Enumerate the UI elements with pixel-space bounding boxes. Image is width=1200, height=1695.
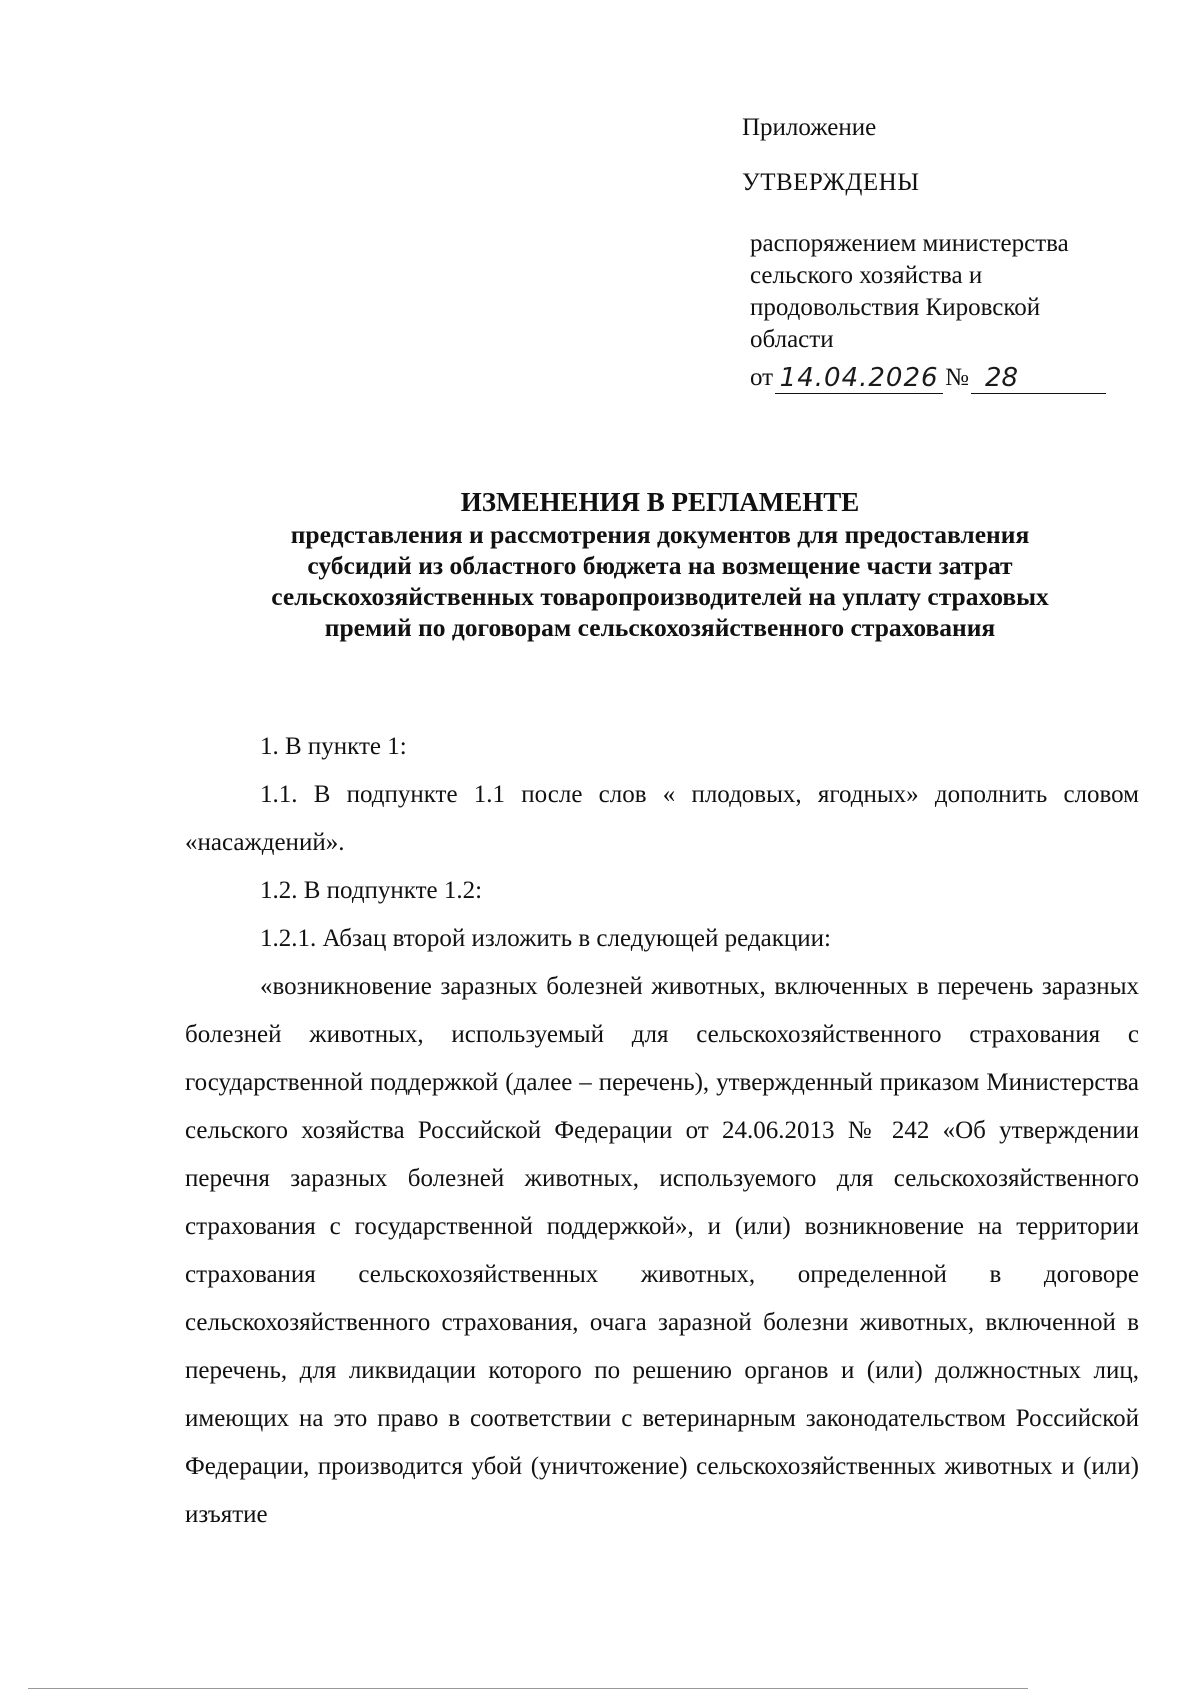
paragraph-1-2-1: 1.2.1. Абзац второй изложить в следующей редакции: <box>260 925 831 952</box>
paragraph-quoted-text: «возникновение заразных болезней животных, включенных в перечень заразных болезней животных, используемый для сельскохозяйственного страхования с государственной поддержкой (далее – перечень), утвержденный приказом Министерства сельского хозяйства Российской Федерации от 24.06.2013 № 242 «Об утверждении перечня заразных болезней животных, используемого для сельскохозяйственного страхования с государственной поддержкой», и (или) возникновение на территории страхования сельскохозяйственных животных, определенной в договоре сельскохозяйственного страхования, очага заразной болезни животных, включенной в перечень, для ликвидации которого по решению органов и (или) должностных лиц, имеющих на это право в соответствии с ветеринарным законодательством Российской Федерации, производится убой (уничтожение) сельскохозяйственных животных и (или) изъятие <box>185 973 1139 1528</box>
scan-edge-line <box>28 1688 1028 1689</box>
appendix-label: Приложение <box>742 114 877 141</box>
handwritten-date: 14.04.2026 <box>775 363 943 394</box>
order-line: сельского хозяйства и <box>750 262 983 289</box>
handwritten-number: 28 <box>971 363 1106 394</box>
document-title <box>180 486 1140 643</box>
approving-order-text <box>750 228 1130 356</box>
paragraph-1-1: 1.1. В подпункте 1.1 после слов « плодовых, ягодных» дополнить словом «насаждений». <box>185 781 1139 856</box>
paragraph-1-2: 1.2. В подпункте 1.2: <box>260 877 483 904</box>
approved-label: УТВЕРЖДЕНЫ <box>742 169 920 196</box>
order-line: распоряжением министерства <box>750 230 1069 257</box>
title-subtitle-line: субсидий из областного бюджета на возмещение части затрат <box>307 551 1013 580</box>
date-number-line <box>750 360 1142 394</box>
from-label: от <box>750 364 774 391</box>
title-subtitle-line: премий по договорам сельскохозяйственного страхования <box>324 613 996 642</box>
document-body <box>185 723 1139 1539</box>
title-subtitle-line: сельскохозяйственных товаропроизводителей на уплату страховых <box>271 582 1049 611</box>
approval-block <box>742 112 1142 394</box>
title-heading: ИЗМЕНЕНИЯ В РЕГЛАМЕНТЕ <box>460 487 860 517</box>
order-line: области <box>750 326 834 353</box>
number-label: № <box>945 364 969 391</box>
paragraph-1: 1. В пункте 1: <box>260 733 407 760</box>
title-subtitle-line: представления и рассмотрения документов для предоставления <box>290 520 1030 549</box>
order-line: продовольствия Кировской <box>750 294 1041 321</box>
